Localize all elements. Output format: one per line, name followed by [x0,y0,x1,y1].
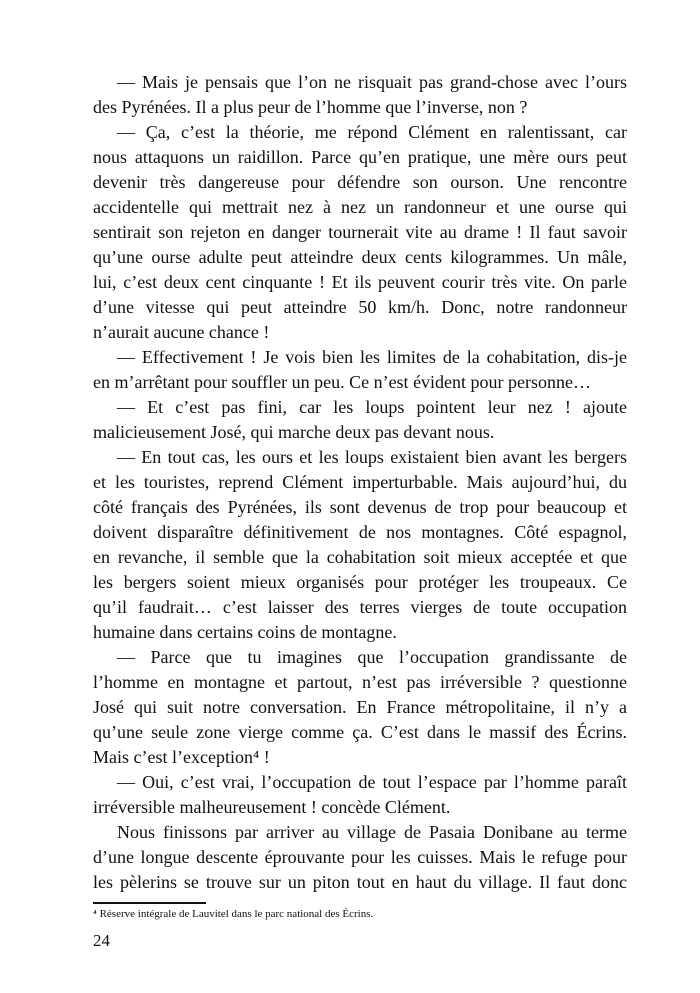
text-line: les pèlerins se trouve sur un piton tout en haut du village. Il faut donc [93,872,627,892]
text-line: humaine dans certains coins de montagne. [93,622,397,642]
text-line: José qui suit notre conversation. En France métropolitaine, il n’y a [93,697,627,717]
text-line: et les touristes, reprend Clément imperturbable. Mais aujourd’hui, du [93,472,627,492]
text-line: n’aurait aucune chance ! [93,322,270,342]
text-line: — Et c’est pas fini, car les loups pointent leur nez ! ajoute [117,397,627,417]
text-line: qu’une ourse adulte peut atteindre deux cents kilogrammes. Un mâle, [93,247,627,267]
paragraph [93,345,627,395]
text-line: — Ça, c’est la théorie, me répond Clément en ralentissant, car [117,122,627,142]
paragraph [93,120,627,345]
text-line: — En tout cas, les ours et les loups existaient bien avant les bergers [117,447,627,467]
text-line: en revanche, il semble que la cohabitation soit mieux acceptée et que [93,547,627,567]
body-text [93,70,627,895]
footnote-divider [93,902,206,904]
text-line: — Oui, c’est vrai, l’occupation de tout l’espace par l’homme paraît [117,772,627,792]
text-line: d’une vitesse qui peut atteindre 50 km/h. Donc, notre randonneur [93,297,627,317]
paragraph [93,445,627,645]
paragraph [93,645,627,770]
text-line: accidentelle qui mettrait nez à nez un randonneur et une ourse qui [93,197,627,217]
text-line: malicieusement José, qui marche deux pas devant nous. [93,422,495,442]
text-line: côté français des Pyrénées, ils sont devenus de trop pour beaucoup et [93,497,627,517]
text-line: — Effectivement ! Je vois bien les limites de la cohabitation, dis-je [117,347,627,367]
text-line: — Mais je pensais que l’on ne risquait pas grand-chose avec l’ours [117,72,627,92]
text-line: les bergers soient mieux organisés pour protéger les troupeaux. Ce [93,572,627,592]
text-line: qu’une seule zone vierge comme ça. C’est dans le massif des Écrins. [93,722,627,742]
text-line: — Parce que tu imagines que l’occupation grandissante de [117,647,627,667]
paragraph [93,395,627,445]
text-line: irréversible malheureusement ! concède Clément. [93,797,451,817]
text-line: doivent disparaître définitivement de nos montagnes. Côté espagnol, [93,522,627,542]
page-number: 24 [93,931,110,950]
text-line: en m’arrêtant pour souffler un peu. Ce n’est évident pour personne… [93,372,592,392]
text-line: Nous finissons par arriver au village de Pasaia Donibane au terme [117,822,627,842]
text-line: sentirait son rejeton en danger tournerait vite au drame ! Il faut savoir [93,222,627,242]
text-line: devenir très dangereuse pour défendre son ourson. Une rencontre [93,172,627,192]
paragraph [93,70,627,120]
text-line: lui, c’est deux cent cinquante ! Et ils peuvent courir très vite. On parle [93,272,627,292]
footnote: ⁴ Réserve intégrale de Lauvitel dans le parc national des Écrins. [93,908,374,920]
text-line: d’une longue descente éprouvante pour les cuisses. Mais le refuge pour [93,847,627,867]
text-line: des Pyrénées. Il a plus peur de l’homme que l’inverse, non ? [93,97,528,117]
text-line: qu’il faudrait… c’est laisser des terres vierges de toute occupation [93,597,627,617]
text-line: nous attaquons un raidillon. Parce qu’en pratique, une mère ours peut [93,147,627,167]
paragraph [93,770,627,820]
paragraph [93,820,627,895]
text-line: l’homme en montagne et partout, n’est pas irréversible ? questionne [93,672,627,692]
text-line: Mais c’est l’exception⁴ ! [93,747,270,767]
